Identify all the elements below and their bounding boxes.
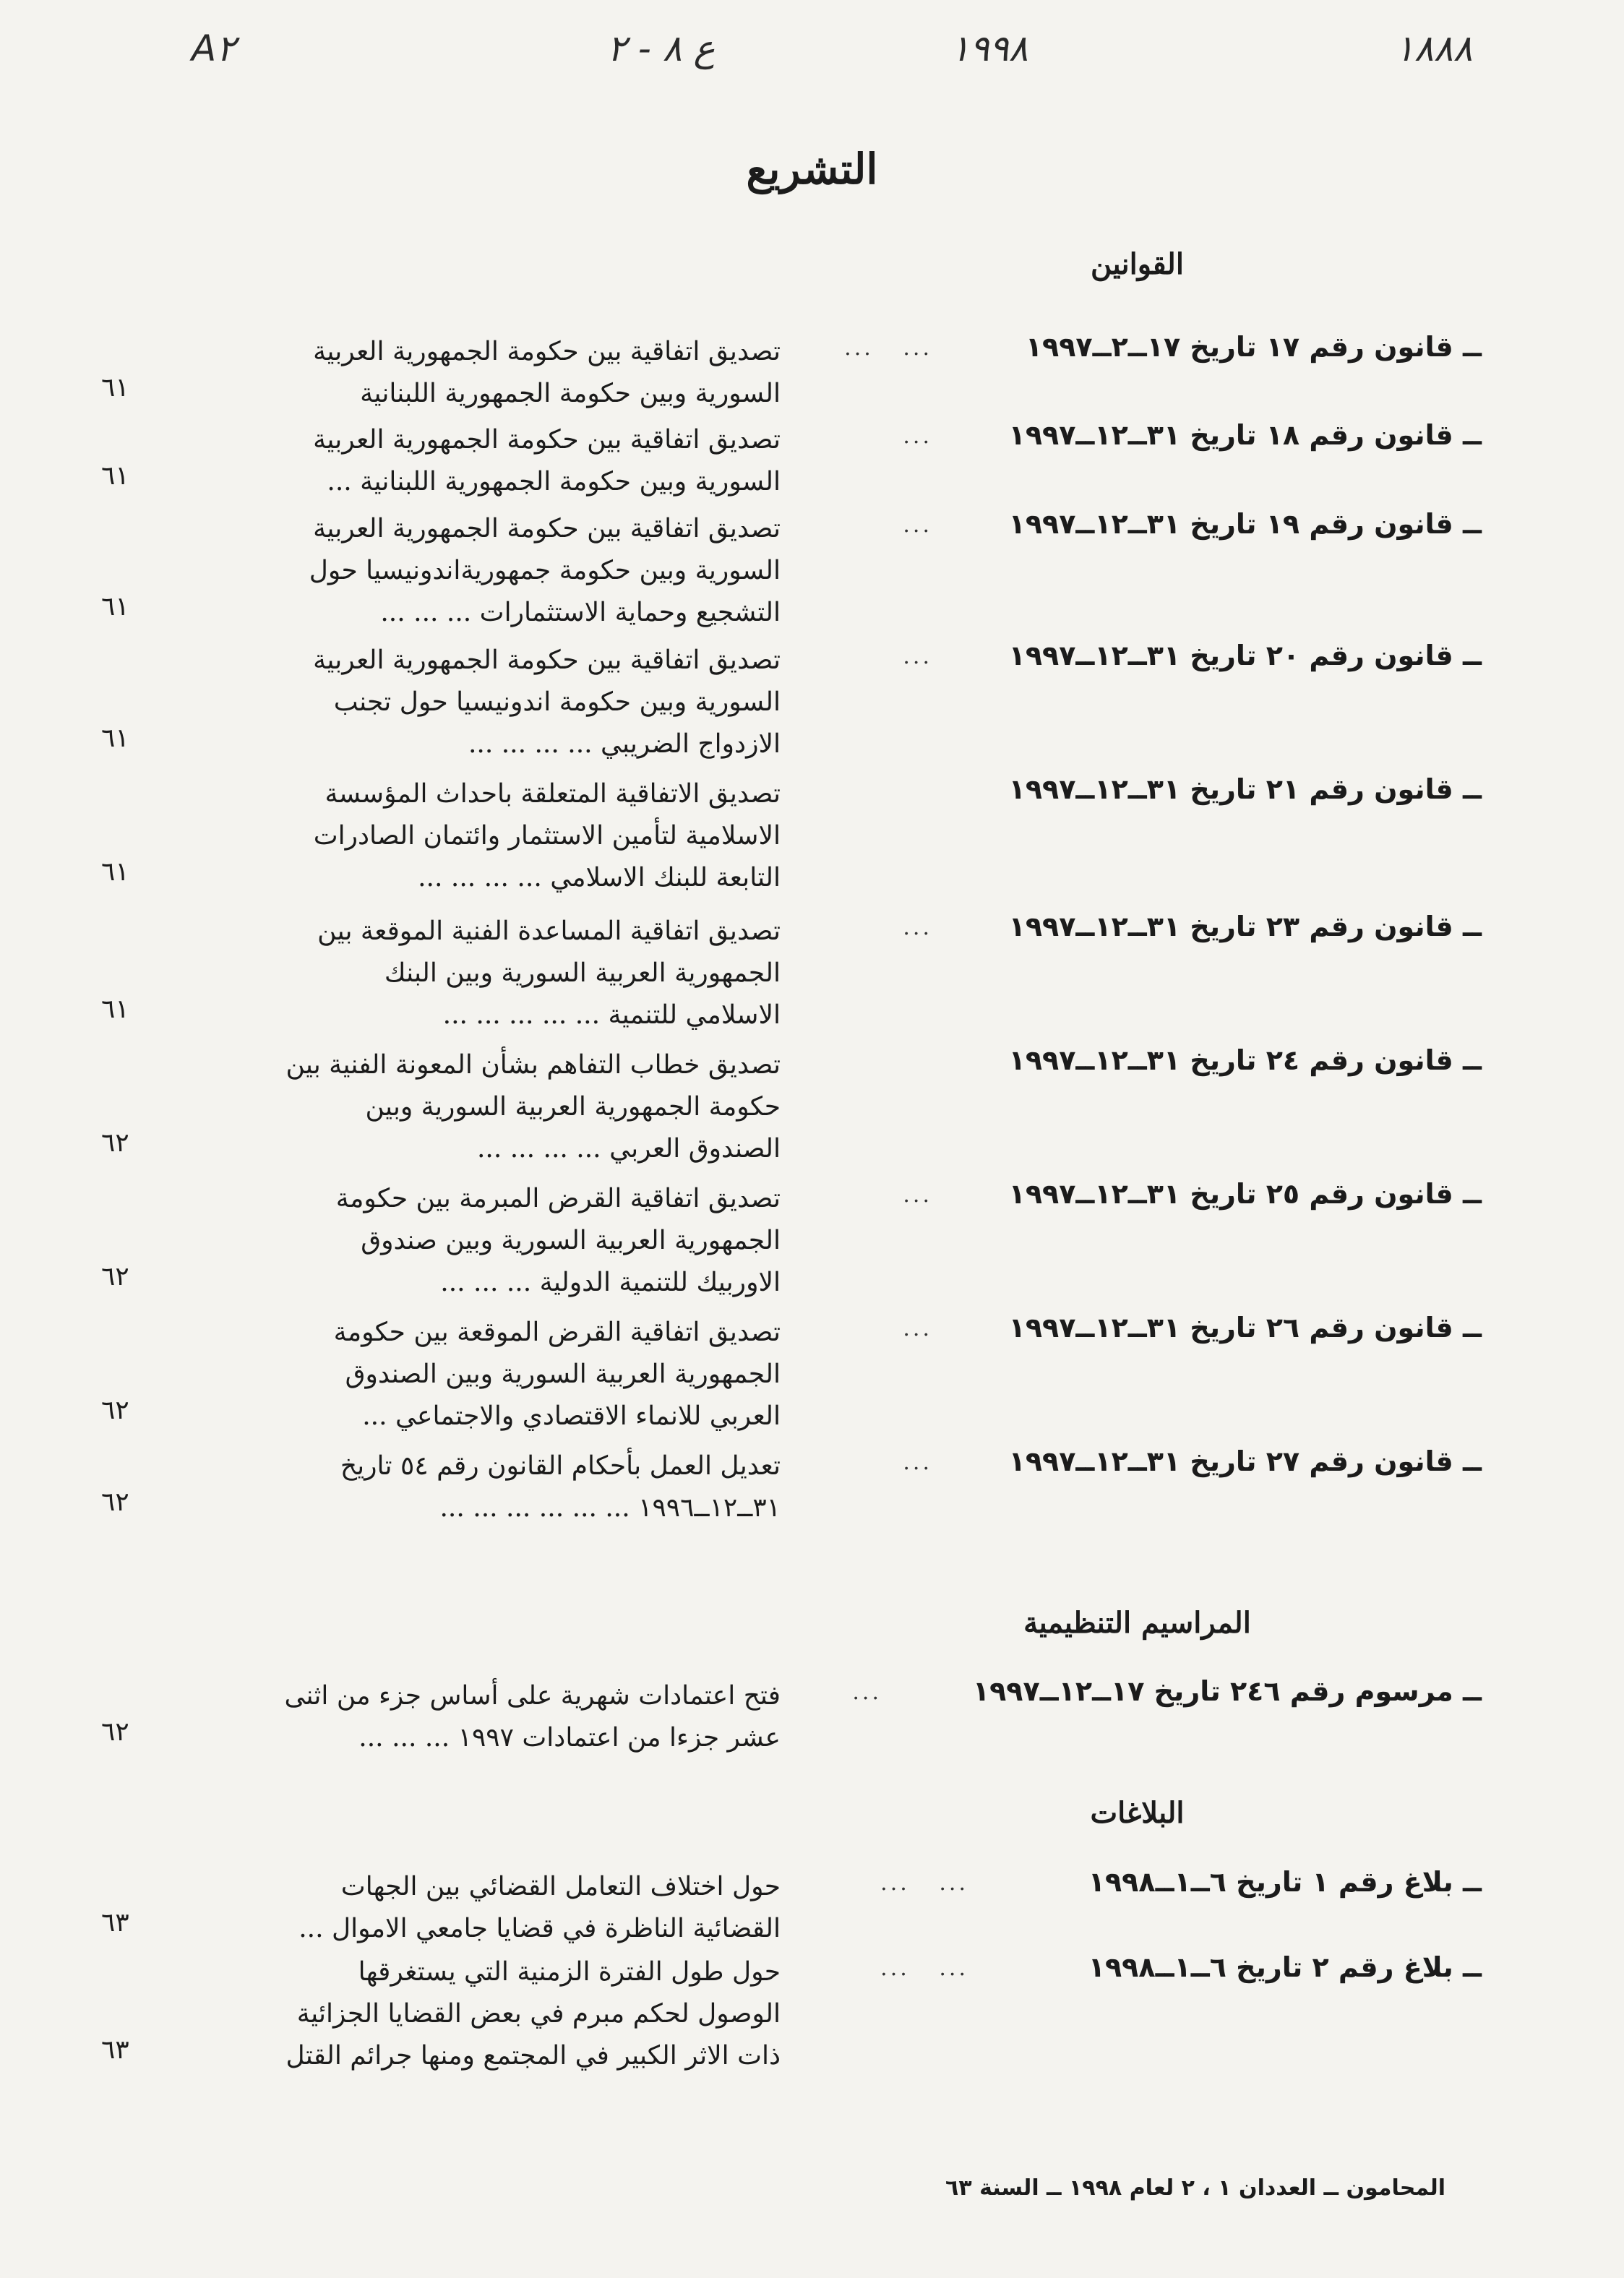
- entry-page: ٦٢: [101, 1128, 129, 1158]
- page-title: التشريع: [746, 145, 878, 194]
- leader-dots: ...: [903, 512, 932, 538]
- toc-entry: [101, 1445, 1482, 1523]
- entry-description: تصديق اتفاقية بين حكومة الجمهورية العربية السورية وبين حكومة جمهوريةاندونيسيا حول التشجيع وحماية الاستثمارات ... ... ...: [309, 514, 781, 627]
- entry-page: ٦١: [101, 723, 129, 753]
- entry-label: ــ قانون رقم ١٧ تاريخ ١٧ــ٢ــ١٩٩٧: [1025, 331, 1482, 363]
- toc-entry: [101, 1675, 1482, 1753]
- entry-page: ٦١: [101, 592, 129, 622]
- entry-label: ــ قانون رقم ٢٧ تاريخ ٣١ــ١٢ــ١٩٩٧: [1008, 1445, 1482, 1477]
- handwritten-mark-right: ١٨٨٨: [1395, 27, 1473, 69]
- entry-description: فتح اعتمادات شهرية على أساس جزء من اثنى عشر جزءا من اعتمادات ١٩٩٧ ... ... ...: [284, 1681, 781, 1753]
- toc-entry: [101, 911, 1482, 1030]
- entry-label: ــ قانون رقم ١٨ تاريخ ٣١ــ١٢ــ١٩٩٧: [1008, 419, 1482, 451]
- leader-dots: ...: [903, 1450, 932, 1475]
- section-heading-laws: القوانين: [1091, 247, 1184, 281]
- section-heading-notices: البلاغات: [1090, 1796, 1185, 1830]
- entry-description: تصديق اتفاقية القرض المبرمة بين حكومة الجمهورية العربية السورية وبين صندوق الاوربيك للتنمية الدولية ... ... ...: [335, 1184, 781, 1297]
- entry-page: ٦٢: [101, 1262, 129, 1291]
- entry-description: تصديق اتفاقية القرض الموقعة بين حكومة الجمهورية العربية السورية وبين الصندوق العربي للانماء الاقتصادي والاجتماعي ...: [333, 1318, 781, 1431]
- entry-description: تعديل العمل بأحكام القانون رقم ٥٤ تاريخ ٣١ــ١٢ــ١٩٩٦ ... ... ... ... ... ...: [340, 1451, 781, 1523]
- entry-page: ٦٣: [101, 2035, 129, 2065]
- entry-label: ــ مرسوم رقم ٢٤٦ تاريخ ١٧ــ١٢ــ١٩٩٧: [972, 1675, 1482, 1707]
- entry-page: ٦٢: [101, 1487, 129, 1517]
- leader-dots: ...: [903, 644, 932, 669]
- toc-entry: [101, 508, 1482, 627]
- entry-label: ــ قانون رقم ٢١ تاريخ ٣١ــ١٢ــ١٩٩٧: [1008, 773, 1482, 805]
- handwritten-mark-left: A٢: [192, 27, 236, 69]
- toc-entry: [101, 1312, 1482, 1431]
- page-footer: المحامون ــ العددان ١ ، ٢ لعام ١٩٩٨ ــ السنة ٦٣: [945, 2175, 1445, 2201]
- toc-entry: [101, 1178, 1482, 1297]
- entry-description: تصديق خطاب التفاهم بشأن المعونة الفنية بين حكومة الجمهورية العربية السورية وبين الصندوق العربي ... ... ... ...: [285, 1050, 781, 1164]
- entry-label: ــ قانون رقم ٢٠ تاريخ ٣١ــ١٢ــ١٩٩٧: [1008, 640, 1482, 671]
- entry-page: ٦١: [101, 994, 129, 1024]
- entry-page: ٦٢: [101, 1717, 129, 1747]
- entry-page: ٦١: [101, 461, 129, 491]
- entry-label: ــ قانون رقم ٢٦ تاريخ ٣١ــ١٢ــ١٩٩٧: [1008, 1312, 1482, 1344]
- entry-label: ــ بلاغ رقم ٢ تاريخ ٦ــ١ــ١٩٩٨: [1088, 1951, 1482, 1983]
- entry-description: تصديق اتفاقية بين حكومة الجمهورية العربية السورية وبين حكومة الجمهورية اللبنانية: [313, 337, 781, 408]
- entry-label: ــ قانون رقم ٢٤ تاريخ ٣١ــ١٢ــ١٩٩٧: [1008, 1044, 1482, 1076]
- entry-description: تصديق اتفاقية بين حكومة الجمهورية العربية السورية وبين حكومة اندونيسيا حول تجنب الازدواج الضريبي ... ... ... ...: [313, 645, 781, 759]
- toc-entry: [101, 1951, 1482, 2071]
- handwritten-mark-issue: ع ٨ - ٢: [607, 27, 716, 69]
- toc-entry: [101, 331, 1482, 408]
- toc-entry: [101, 419, 1482, 497]
- entry-label: ــ قانون رقم ٢٥ تاريخ ٣١ــ١٢ــ١٩٩٧: [1008, 1178, 1482, 1210]
- leader-dots: ...: [903, 1182, 932, 1208]
- leader-dots: ... ...: [844, 335, 932, 361]
- leader-dots: ... ...: [880, 1956, 968, 1981]
- entry-description: تصديق اتفاقية بين حكومة الجمهورية العربية السورية وبين حكومة الجمهورية اللبنانية ...: [313, 425, 781, 497]
- entry-label: ــ بلاغ رقم ١ تاريخ ٦ــ١ــ١٩٩٨: [1088, 1866, 1482, 1898]
- leader-dots: ...: [903, 1316, 932, 1341]
- leader-dots: ...: [852, 1680, 882, 1705]
- entry-description: حول اختلاف التعامل القضائي بين الجهات القضائية الناظرة في قضايا جامعي الاموال ...: [298, 1872, 781, 1943]
- leader-dots: ...: [903, 915, 932, 940]
- entry-page: ٦٣: [101, 1908, 129, 1938]
- toc-entry: [101, 1044, 1482, 1164]
- handwritten-mark-year: ١٩٩٨: [950, 27, 1028, 69]
- entry-description: تصديق اتفاقية المساعدة الفنية الموقعة بين الجمهورية العربية السورية وبين البنك الاسلامي للتنمية ... ... ... ... ...: [317, 916, 781, 1030]
- leader-dots: ...: [903, 424, 932, 449]
- section-heading-decrees: المراسيم التنظيمية: [1023, 1606, 1251, 1640]
- entry-description: تصديق الاتفاقية المتعلقة باحداث المؤسسة الاسلامية لتأمين الاستثمار وائتمان الصادرات التابعة للبنك الاسلامي ... ... ... ...: [313, 779, 781, 893]
- leader-dots: ... ...: [880, 1870, 968, 1896]
- toc-entry: [101, 773, 1482, 893]
- entry-page: ٦١: [101, 857, 129, 887]
- entry-label: ــ قانون رقم ٢٣ تاريخ ٣١ــ١٢ــ١٩٩٧: [1008, 911, 1482, 942]
- toc-entry: [101, 1866, 1482, 1943]
- entry-label: ــ قانون رقم ١٩ تاريخ ٣١ــ١٢ــ١٩٩٧: [1008, 508, 1482, 540]
- entry-page: ٦٢: [101, 1396, 129, 1425]
- entry-page: ٦١: [101, 373, 129, 403]
- entry-description: حول طول الفترة الزمنية التي يستغرقها الوصول لحكم مبرم في بعض القضايا الجزائية ذات الاثر الكبير في المجتمع ومنها جرائم القتل: [285, 1957, 781, 2071]
- toc-entry: [101, 640, 1482, 759]
